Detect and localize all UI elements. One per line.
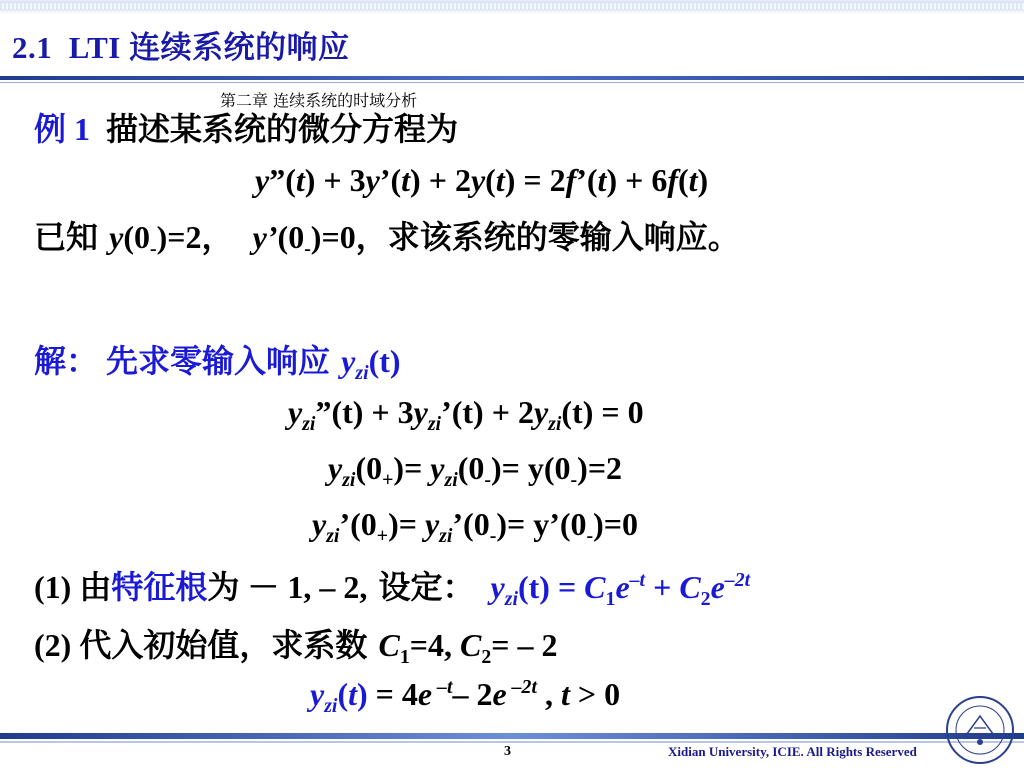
title-divider-thin	[0, 82, 1024, 83]
top-pattern-strip	[0, 3, 1024, 9]
chapter-label: 第二章 连续系统的时域分析	[220, 91, 418, 110]
solution-heading: 解： 先求零输入响应 $y_{zi}(t)$	[34, 342, 401, 384]
initial-condition-2: $y_{zi}’(0_+)=$ $y_{zi}’(0_-)=$ $y’(0_-)=0$	[312, 506, 639, 547]
page-number: 3	[504, 744, 511, 759]
slide-title: 2.1 LTI 连续系统的响应	[12, 30, 350, 66]
footer-divider	[0, 733, 1024, 739]
footer-divider-thin	[0, 741, 1024, 743]
step-1-characteristic-roots: (1) 由特征根为 － 1, – 2, 设定： $y_{zi}(t) = C_1e^{-t} + C_2e^{-2t}$	[34, 568, 751, 610]
known-conditions: 已知 $y(0_-)=2$， $y’(0_-)=0$，求该系统的零输入响应。	[34, 218, 740, 260]
copyright-notice: Xidian University, ICIE. All Rights Reserved	[668, 744, 917, 759]
example-heading: 例 1 描述某系统的微分方程为	[34, 110, 459, 148]
general-solution: $y_{zi}(t) = C_1e^{-t} + C_2e^{-2t}$	[490, 569, 751, 610]
zero-input-equation: $y_{zi}”(t)$ + $3y_{zi}’(t) + 2y_{zi}(t) = 0$	[288, 394, 644, 435]
title-divider	[0, 76, 1024, 80]
university-seal-icon	[944, 694, 1016, 766]
final-result: $y_{zi}(t) = 4e$ $^{-t}$– 2e $^{-2t}$ , t > 0	[310, 676, 621, 717]
differential-equation: y”(t) + 3y’(t) + 2y(t) = 2f’(t) + 6f(t)	[255, 162, 709, 198]
initial-condition-1: $y_{zi}(0_+)= y_{zi}(0_-)= y(0_-)=2$	[328, 450, 623, 491]
step-2-coefficients: (2) 代入初始值，求系数 $C_1=4$, $C_2= - 2$	[34, 626, 558, 668]
